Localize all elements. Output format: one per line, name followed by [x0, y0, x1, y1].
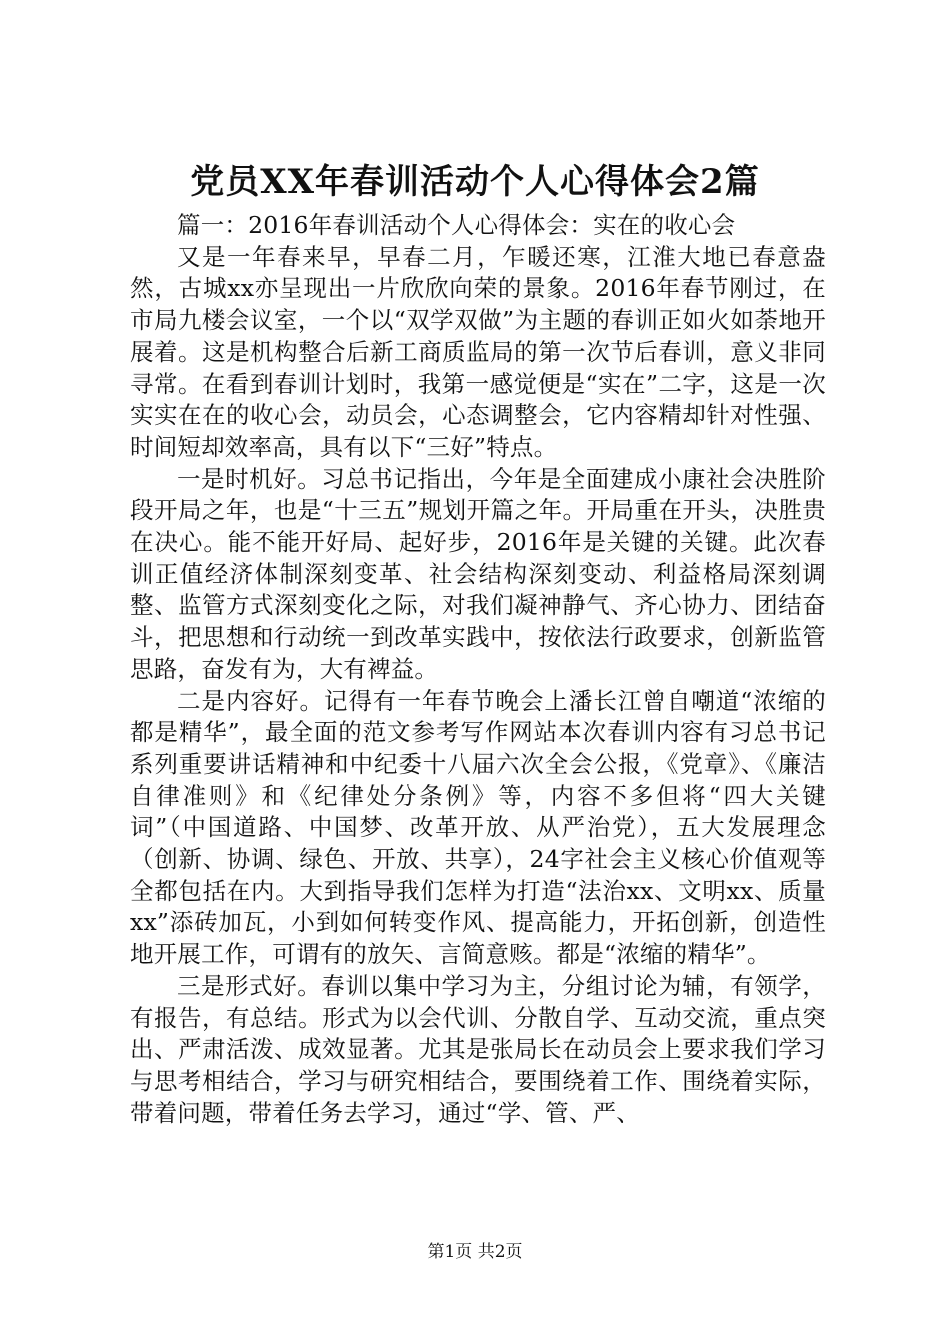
paragraph-heading: 篇一：2016年春训活动个人心得体会：实在的收心会 [177, 211, 736, 239]
page-footer: 第1页 共2页 [427, 1242, 523, 1262]
paragraph: 又是一年春来早，早春二月，乍暖还寒，江淮大地已春意盎然，古城xx亦呈现出一片欣欣向荣的景象。2016年春节刚过，在市局九楼会议室，一个以“双学双做”为主题的春训正如火如荼地开展着。这是机构整合后新工商质监局的第一次节后春训，意义非同寻常。在看到春训计划时，我第一感觉便是“实在”二字，这是一次实实在在的收心会，动员会，心态调整会，它内容精却针对性强、时间短却效率高，具有以下“三好”特点。 [130, 242, 826, 461]
document-title: 党员XX年春训活动个人心得体会2篇 [190, 162, 760, 202]
paragraph: 三是形式好。春训以集中学习为主，分组讨论为辅，有领学，有报告，有总结。形式为以会代训、分散自学、互动交流，重点突出、严肃活泼、成效显著。尤其是张局长在动员会上要求我们学习与思考相结合，学习与研究相结合，要围绕着工作、围绕着实际，带着问题，带着任务去学习，通过“学、管、严、 [130, 971, 826, 1127]
document-body [130, 210, 826, 1129]
paragraph: 一是时机好。习总书记指出，今年是全面建成小康社会决胜阶段开局之年，也是“十三五”规划开篇之年。开局重在开头，决胜贵在决心。能不能开好局、起好步，2016年是关键的关键。此次春训正值经济体制深刻变革、社会结构深刻变动、利益格局深刻调整、监管方式深刻变化之际，对我们凝神静气、齐心协力、团结奋斗，把思想和行动统一到改革实践中，按依法行政要求，创新监管思路，奋发有为，大有裨益。 [130, 464, 826, 683]
paragraph: 二是内容好。记得有一年春节晚会上潘长江曾自嘲道“浓缩的都是精华”，最全面的范文参考写作网站本次春训内容有习总书记系列重要讲话精神和中纪委十八届六次全会公报，《党章》、《廉洁自律准则》和《纪律处分条例》等，内容不多但将“四大关键词”（中国道路、中国梦、改革开放、从严治党），五大发展理念（创新、协调、绿色、开放、共享），24字社会主义核心价值观等全都包括在内。大到指导我们怎样为打造“法治xx、文明xx、质量xx”添砖加瓦，小到如何转变作风、提高能力，开拓创新，创造性地开展工作，可谓有的放矢、言简意赅。都是“浓缩的精华”。 [130, 686, 826, 969]
